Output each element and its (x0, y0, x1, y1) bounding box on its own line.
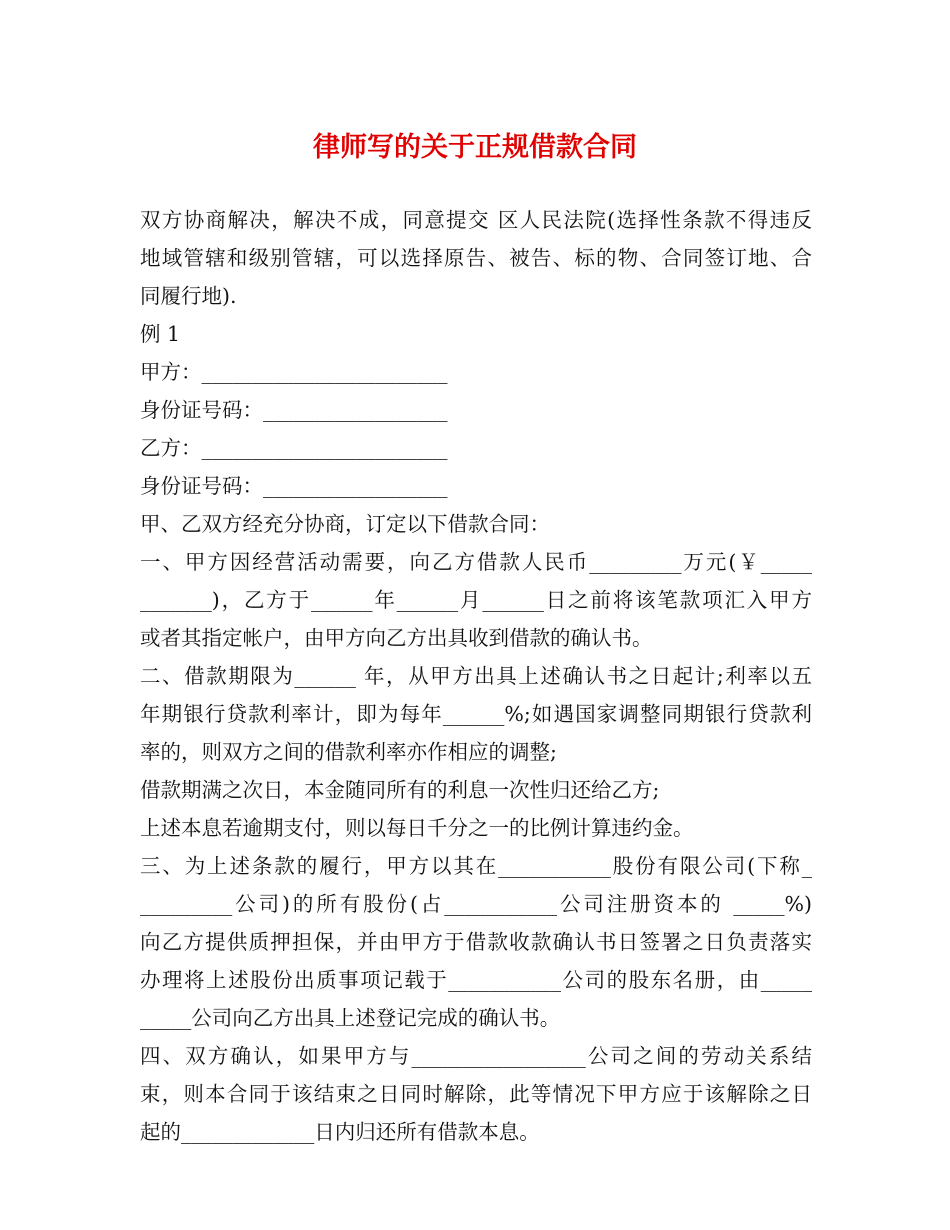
agreement-intro: 甲、乙双方经充分协商，订定以下借款合同： (140, 512, 550, 536)
repayment-line: 借款期满之次日，本金随同所有的利息一次性归还给乙方; (140, 778, 660, 802)
body-line-3: 同履行地). (140, 284, 237, 308)
clause-2-line-2: 年期银行贷款利率计，即为每年______%;如遇国家调整同期银行贷款利 (140, 702, 812, 726)
clause-1-line-2: _______)，乙方于______年______月______日之前将该笔款项汇入甲方 (140, 588, 812, 612)
clause-3-line-2: _________公司)的所有股份(占___________公司注册资本的 _____%) (140, 892, 812, 916)
document-title: 律师写的关于正规借款合同 (313, 132, 637, 163)
clause-2-line-3: 率的，则双方之间的借款利率亦作相应的调整; (140, 740, 557, 764)
example-label: 例 1 (140, 322, 181, 346)
clause-1-line-3: 或者其指定帐户，由甲方向乙方出具收到借款的确认书。 (140, 626, 653, 650)
body-line-1: 双方协商解决，解决不成，同意提交 区人民法院(选择性条款不得违反 (140, 208, 812, 232)
clause-3-line-1: 三、为上述条款的履行，甲方以其在___________股份有限公司(下称_ (140, 854, 812, 878)
party-a-id-field: 身份证号码：__________________ (140, 398, 448, 422)
clause-4-line-3: 起的_____________日内归还所有借款本息。 (140, 1120, 540, 1144)
clause-4-line-2: 束，则本合同于该结束之日同时解除，此等情况下甲方应于该解除之日 (140, 1082, 812, 1106)
clause-2-line-1: 二、借款期限为______ 年，从甲方出具上述确认书之日起计;利率以五 (140, 664, 812, 688)
party-b-field: 乙方：________________________ (140, 436, 448, 460)
clause-3-line-4: 办理将上述股份出质事项记载于___________公司的股东名册，由_____ (140, 968, 812, 992)
contract-body (140, 201, 812, 1151)
party-b-id-field: 身份证号码：__________________ (140, 474, 448, 498)
clause-4-line-1: 四、双方确认，如果甲方与_________________公司之间的劳动关系结 (140, 1044, 812, 1068)
clause-1-line-1: 一、甲方因经营活动需要，向乙方借款人民币_________万元(￥_____ (140, 550, 812, 574)
clause-3-line-3: 向乙方提供质押担保，并由甲方于借款收款确认书日签署之日负责落实 (140, 930, 812, 954)
penalty-line: 上述本息若逾期支付，则以每日千分之一的比例计算违约金。 (140, 816, 694, 840)
clause-3-line-5: _____公司向乙方出具上述登记完成的确认书。 (140, 1006, 561, 1030)
body-line-2: 地域管辖和级别管辖，可以选择原告、被告、标的物、合同签订地、合 (140, 246, 812, 270)
party-a-field: 甲方：________________________ (140, 360, 448, 384)
